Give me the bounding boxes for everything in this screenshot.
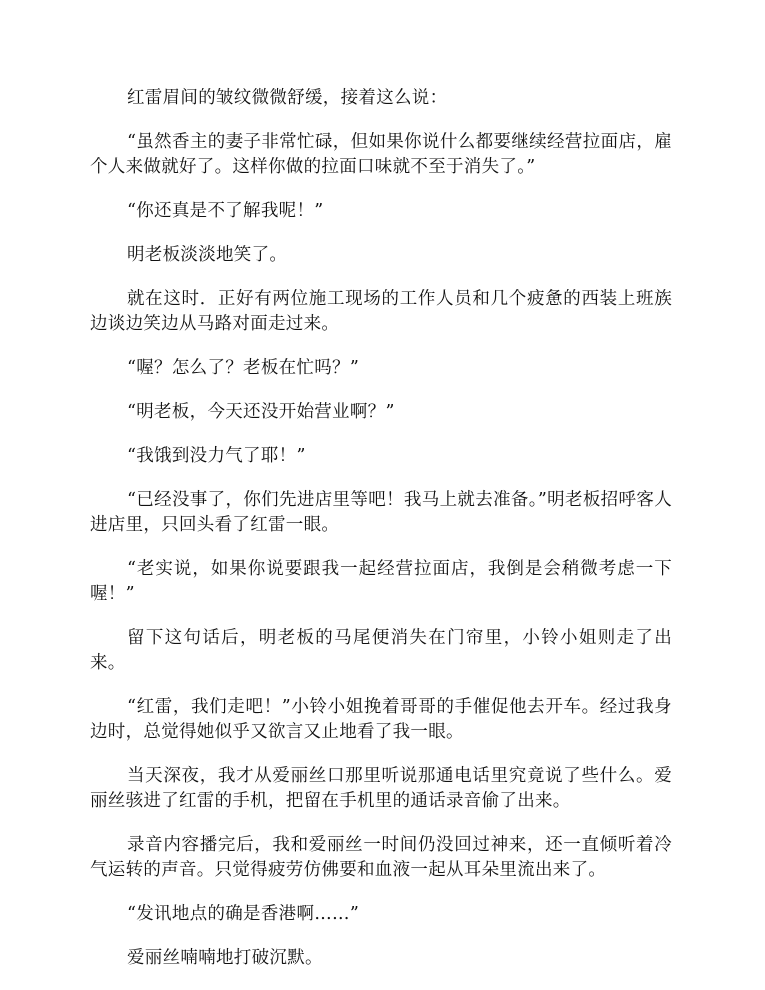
paragraph-14: 录音内容播完后，我和爱丽丝一时间仍没回过神来，还一直倾听着冷气运转的声音。只觉得疲劳仿佛要和血液一起从耳朵里流出来了。 bbox=[90, 835, 672, 880]
paragraph-11: 留下这句话后，明老板的马尾便消失在门帘里，小铃小姐则走了出来。 bbox=[90, 628, 672, 673]
paragraph-15: “发讯地点的确是香港啊……” bbox=[127, 904, 360, 924]
paragraph-7: “明老板，今天还没开始营业啊？” bbox=[127, 402, 395, 422]
paragraph-6: “喔？怎么了？老板在忙吗？” bbox=[127, 358, 360, 378]
paragraph-2: “虽然香主的妻子非常忙碌，但如果你说什么都要继续经营拉面店，雇个人来做就好了。这样你做的拉面口味就不至于消失了。” bbox=[90, 132, 672, 177]
paragraph-9: “已经没事了，你们先进店里等吧！我马上就去准备。”明老板招呼客人进店里，只回头看了红雷一眼。 bbox=[90, 490, 672, 535]
paragraph-10: “老实说，如果你说要跟我一起经营拉面店，我倒是会稍微考虑一下喔！” bbox=[90, 559, 672, 604]
paragraph-12: “红雷，我们走吧！”小铃小姐挽着哥哥的手催促他去开车。经过我身边时，总觉得她似乎又欲言又止地看了我一眼。 bbox=[90, 697, 672, 742]
paragraph-13: 当天深夜，我才从爱丽丝口那里听说那通电话里究竟说了些什么。爱丽丝骇进了红雷的手机，把留在手机里的通话录音偷了出来。 bbox=[90, 766, 672, 811]
paragraph-3: “你还真是不了解我呢！” bbox=[127, 201, 324, 221]
document-body bbox=[90, 86, 672, 990]
paragraph-1: 红雷眉间的皱纹微微舒缓，接着这么说： bbox=[127, 88, 448, 108]
paragraph-4: 明老板淡淡地笑了。 bbox=[127, 245, 288, 265]
paragraph-16: 爱丽丝喃喃地打破沉默。 bbox=[127, 948, 323, 968]
paragraph-5: 就在这时．正好有两位施工现场的工作人员和几个疲惫的西装上班族边谈边笑边从马路对面走过来。 bbox=[90, 289, 672, 334]
paragraph-8: “我饿到没力气了耶！” bbox=[127, 446, 306, 466]
